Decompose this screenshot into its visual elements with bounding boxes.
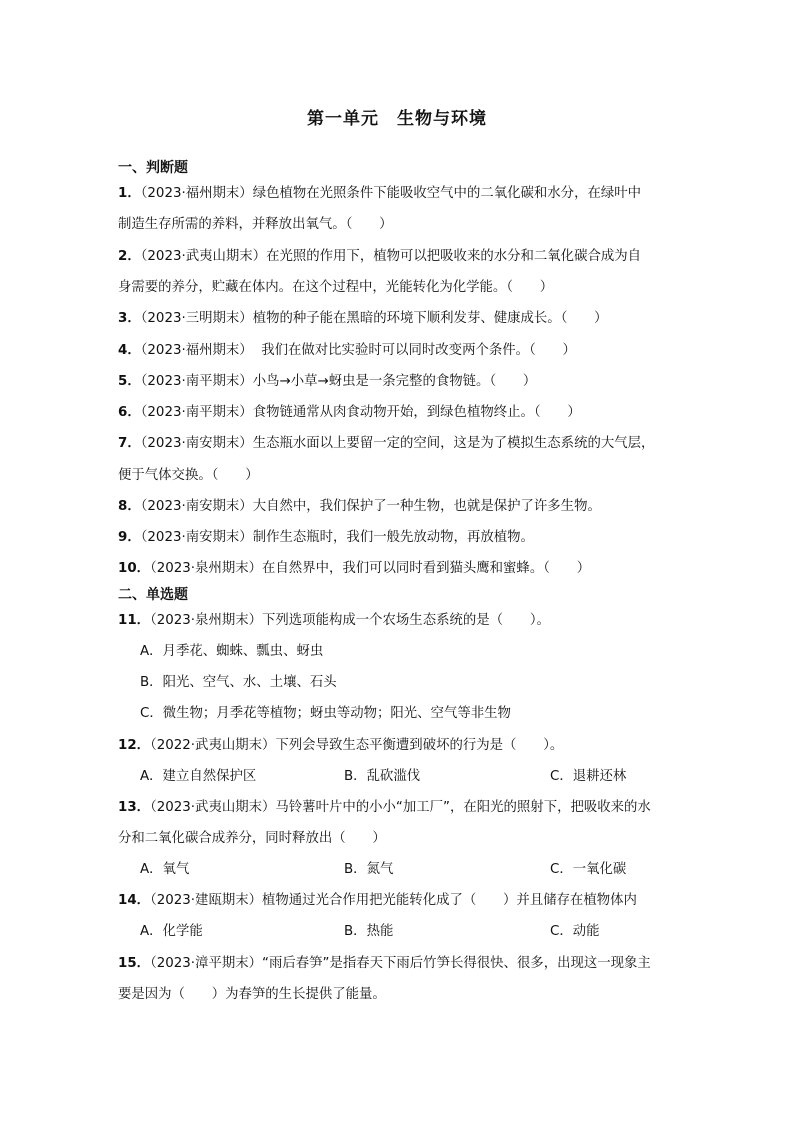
question-number: 12． [118, 738, 151, 753]
question-number: 7． [118, 436, 141, 451]
option-a: A．建立自然保护区 [140, 769, 257, 784]
question-text: 植物的种子能在黑暗的环境下顺利发芽、健康成长。（ ） [252, 311, 608, 326]
question-7 [118, 434, 688, 454]
question-number: 10． [118, 561, 151, 576]
question-15 [118, 954, 688, 974]
question-number: 11． [118, 613, 151, 628]
question-13-cont: 分和二氧化碳合成养分，同时释放出（ ） [118, 831, 386, 846]
question-text: “雨后春笋”是指春天下雨后竹笋长得很快、很多，出现这一现象主 [262, 956, 651, 971]
question-2-cont: 身需要的养分，贮藏在体内。在这个过程中，光能转化为化学能。（ ） [118, 280, 554, 295]
question-number: 15． [118, 956, 151, 971]
question-number: 2． [118, 249, 141, 264]
question-source: （2023·泉州期末） [150, 613, 263, 628]
question-2 [118, 247, 688, 267]
question-source: （2023·南平期末） [140, 374, 253, 389]
question-source: （2023·建瓯期末） [150, 893, 263, 908]
question-text: 下列选项能构成一个农场生态系统的是（ ）。 [262, 613, 550, 628]
question-12 [118, 736, 688, 756]
option-c: C．动能 [550, 924, 600, 939]
question-source: （2023·泉州期末） [150, 561, 263, 576]
question-1-cont: 制造生存所需的养料，并释放出氧气。（ ） [118, 217, 393, 232]
question-source: （2023·南平期末） [140, 405, 253, 420]
question-source: （2023·南安期末） [140, 530, 253, 545]
question-number: 14． [118, 893, 151, 908]
question-1 [118, 184, 688, 204]
question-number: 4． [118, 343, 141, 358]
question-text: 在自然界中，我们可以同时看到猫头鹰和蜜蜂。（ ） [262, 561, 591, 576]
page-title: 第一单元 生物与环境 [307, 109, 487, 129]
question-15-cont: 要是因为（ ）为春笋的生长提供了能量。 [118, 987, 386, 1002]
question-7-cont: 便于气体交换。（ ） [118, 468, 259, 483]
section-heading-judge: 一、判断题 [118, 160, 188, 176]
option-b: B．氮气 [344, 862, 394, 877]
question-3 [118, 309, 688, 329]
question-number: 13． [118, 800, 151, 815]
question-text: 小鸟→小草→蚜虫是一条完整的食物链。（ ） [252, 374, 537, 389]
question-source: （2023·南安期末） [140, 436, 253, 451]
question-text: 食物链通常从肉食动物开始，到绿色植物终止。（ ） [252, 405, 581, 420]
section-heading-single: 二、单选题 [118, 587, 188, 603]
question-source: （2023·南安期末） [140, 499, 253, 514]
question-11 [118, 611, 688, 631]
question-text: 大自然中，我们保护了一种生物，也就是保护了许多生物。 [252, 499, 601, 514]
option-b: B．乱砍滥伐 [344, 769, 421, 784]
question-number: 1． [118, 186, 141, 201]
question-14 [118, 891, 688, 911]
option-a: A．月季花、蜘蛛、瓢虫、蚜虫 [140, 644, 324, 659]
question-13 [118, 798, 688, 818]
question-9 [118, 528, 688, 548]
question-8 [118, 497, 688, 517]
question-source: （2023·武夷山期末） [150, 800, 276, 815]
question-number: 3． [118, 311, 141, 326]
question-source: （2023·福州期末） [140, 343, 253, 358]
question-number: 8． [118, 499, 141, 514]
question-text: 植物通过光合作用把光能转化成了（ ）并且储存在植物体内 [262, 893, 637, 908]
question-text: 生态瓶水面以上要留一定的空间，这是为了模拟生态系统的大气层， [252, 436, 655, 451]
question-text: 我们在做对比实验时可以同时改变两个条件。（ ） [252, 343, 576, 358]
question-4 [118, 341, 688, 361]
question-text: 马铃薯叶片中的小小“加工厂”，在阳光的照射下，把吸收来的水 [275, 800, 651, 815]
question-number: 9． [118, 530, 141, 545]
question-number: 6． [118, 405, 141, 420]
question-source: （2023·漳平期末） [150, 956, 263, 971]
option-c: C．微生物；月季花等植物；蚜虫等动物；阳光、空气等非生物 [140, 706, 511, 721]
option-c: C．一氧化碳 [550, 862, 627, 877]
option-c: C．退耕还林 [550, 769, 627, 784]
question-text: 绿色植物在光照条件下能吸收空气中的二氧化碳和水分，在绿叶中 [252, 186, 642, 201]
question-text: 在光照的作用下，植物可以把吸收来的水分和二氧化碳合成为自 [266, 249, 642, 264]
question-source: （2023·福州期末） [140, 186, 253, 201]
question-source: （2023·武夷山期末） [140, 249, 267, 264]
option-a: A．化学能 [140, 924, 203, 939]
question-6 [118, 403, 688, 423]
option-b: B．热能 [344, 924, 394, 939]
question-text: 下列会导致生态平衡遭到破坏的行为是（ ）。 [275, 738, 564, 753]
option-b: B．阳光、空气、水、土壤、石头 [140, 675, 337, 690]
question-source: （2023·三明期末） [140, 311, 253, 326]
question-source: （2022·武夷山期末） [150, 738, 276, 753]
question-text: 制作生态瓶时，我们一般先放动物，再放植物。 [252, 530, 534, 545]
question-number: 5． [118, 374, 141, 389]
option-a: A．氧气 [140, 862, 190, 877]
question-10 [118, 559, 688, 579]
question-5 [118, 372, 688, 392]
